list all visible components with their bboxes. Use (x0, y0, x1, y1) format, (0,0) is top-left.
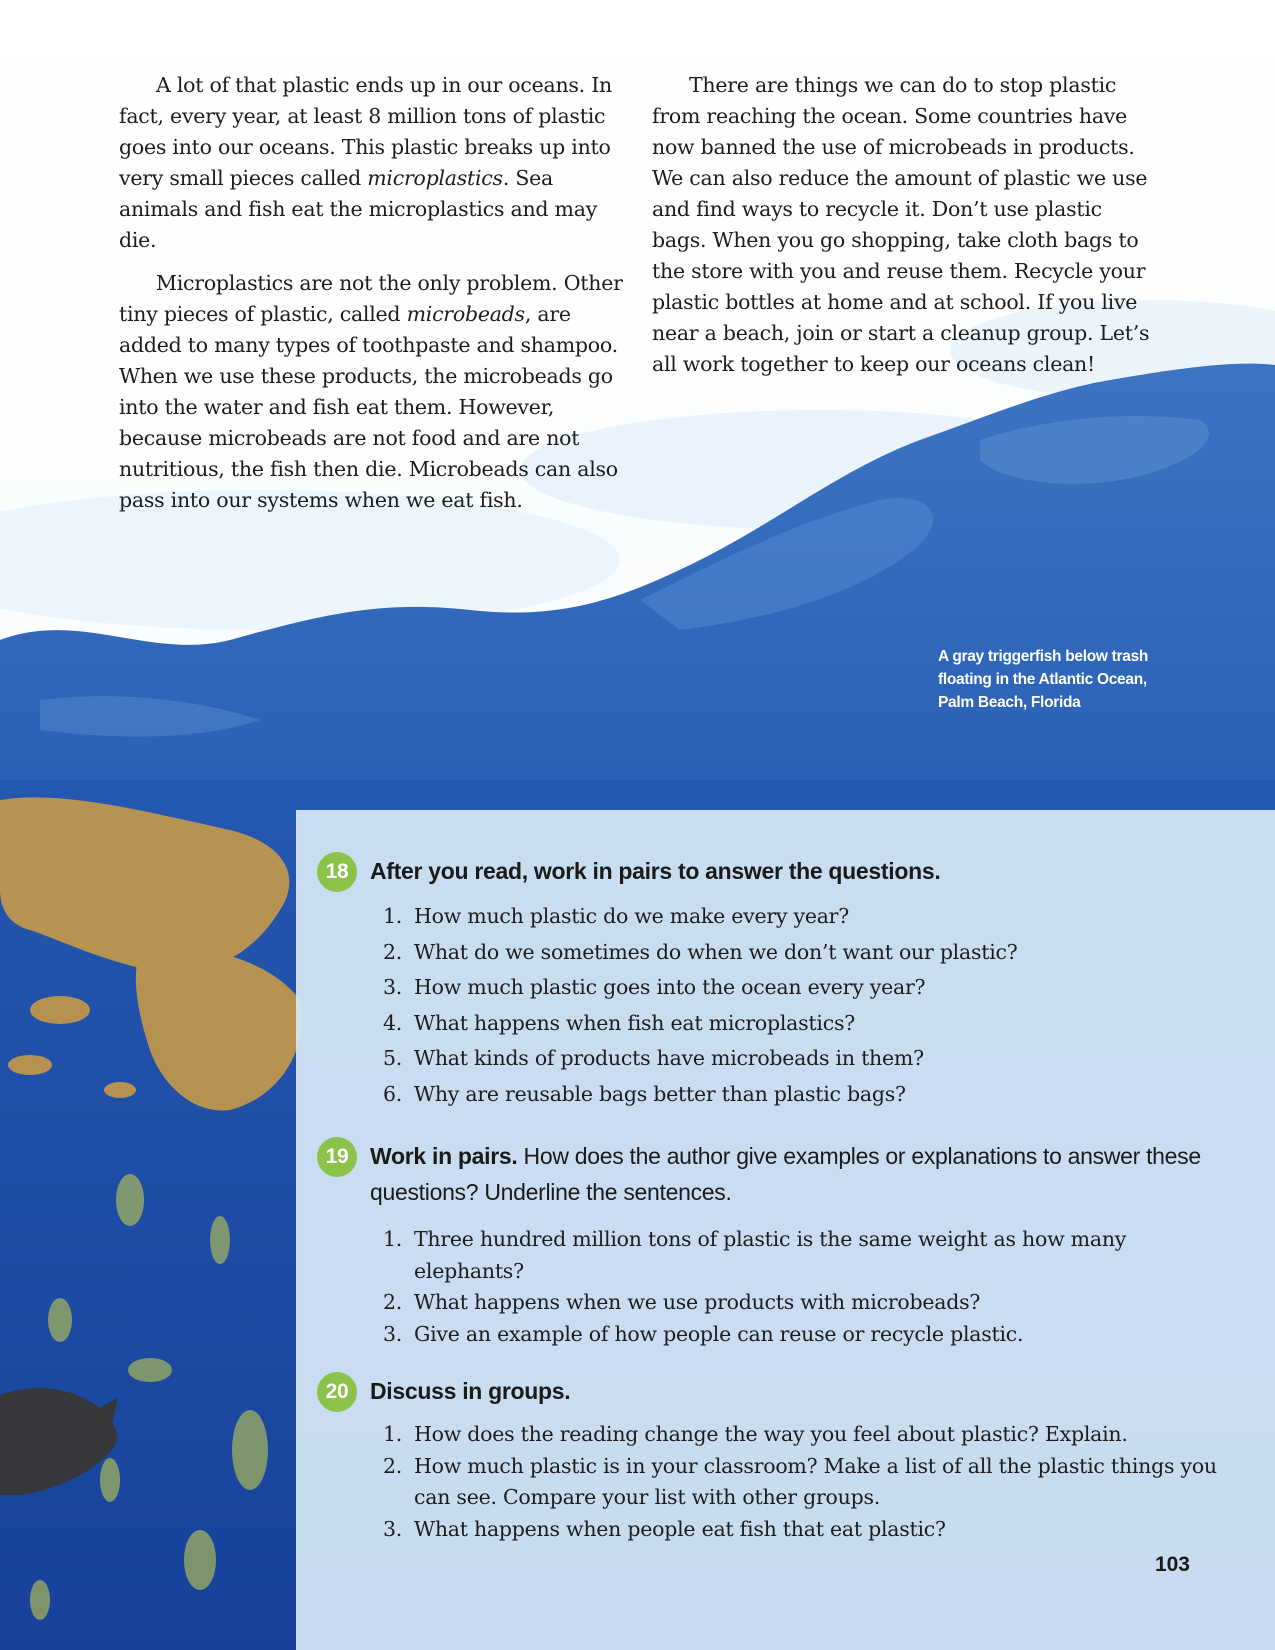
question-number: 4. (383, 1010, 403, 1035)
question-item (383, 1514, 1217, 1546)
activity-heading (317, 853, 1217, 889)
question-number: 1. (383, 904, 403, 928)
question-item (383, 1041, 1217, 1077)
activity-19 (317, 1138, 1217, 1350)
question-list (317, 1224, 1217, 1350)
question-text: Give an example of how people can reuse or recycle plastic. (414, 1321, 1024, 1346)
question-text: How much plastic goes into the ocean every year? (414, 975, 926, 999)
italic-term: microbeads (406, 302, 525, 326)
activity-title-bold: Work in pairs. (370, 1143, 518, 1169)
question-text: What do we sometimes do when we don’t want our plastic? (414, 939, 1018, 964)
question-item (383, 1224, 1217, 1287)
question-number: 3. (383, 1321, 403, 1346)
question-text: Why are reusable bags better than plastic bags? (414, 1081, 906, 1106)
question-item (383, 1451, 1217, 1514)
activity-number-badge: 20 (317, 1372, 357, 1412)
activity-title: After you read, work in pairs to answer the questions. (370, 858, 941, 884)
reading-paragraph (119, 268, 624, 516)
italic-term: microplastics (367, 166, 503, 190)
reading-column-right (652, 70, 1162, 392)
activity-title-rest: How does the author give examples or explanations to answer these questions? Underline the sentences. (370, 1143, 1201, 1205)
activity-title: Discuss in groups. (370, 1378, 571, 1404)
question-list (317, 899, 1217, 1112)
question-number: 1. (383, 1422, 403, 1446)
photo-caption (938, 645, 1178, 714)
question-number: 2. (383, 1453, 403, 1478)
caption-line: A gray triggerfish below trash (938, 648, 1149, 665)
reading-column-left (119, 70, 624, 528)
activity-20 (317, 1373, 1217, 1545)
question-item (383, 935, 1217, 971)
question-text: Three hundred million tons of plastic is the same weight as how many elephants? (414, 1227, 1127, 1283)
question-item (383, 1419, 1217, 1451)
question-number: 3. (383, 1516, 403, 1541)
question-number: 5. (383, 1046, 403, 1070)
question-text: What kinds of products have microbeads in them? (414, 1046, 924, 1070)
paragraph-text: A lot of that plastic ends up in our oceans. In fact, every year, at least 8 million tons of plastic goes into our oceans. This plastic breaks up into very small pieces called (119, 73, 613, 190)
question-number: 6. (383, 1081, 403, 1106)
question-number: 3. (383, 975, 403, 999)
question-text: What happens when we use products with microbeads? (414, 1290, 981, 1314)
page-number: 103 (1154, 1553, 1190, 1576)
question-number: 2. (383, 1290, 403, 1314)
question-number: 1. (383, 1227, 403, 1251)
paragraph-text: There are things we can do to stop plastic from reaching the ocean. Some countries have now banned the use of microbeads in products. We can also reduce the amount of plastic we use and find ways to recycle it. Don’t use plastic bags. When you go shopping, take cloth bags to the store with you and reuse them. Recycle your plastic bottles at home and at school. If you live near a beach, join or start a cleanup group. Let’s all work together to keep our oceans clean! (652, 73, 1150, 376)
reading-paragraph (119, 70, 624, 256)
question-text: How much plastic do we make every year? (414, 904, 849, 928)
reading-paragraph (652, 70, 1162, 380)
activity-18 (317, 853, 1217, 1112)
caption-line: Palm Beach, Florida (938, 694, 1081, 711)
question-item (383, 1006, 1217, 1042)
question-item (383, 970, 1217, 1006)
question-item (383, 899, 1217, 935)
question-number: 2. (383, 939, 403, 964)
question-text: How much plastic is in your classroom? Make a list of all the plastic things you can see. Compare your list with other groups. (414, 1453, 1217, 1509)
question-list (317, 1419, 1217, 1545)
question-text: How does the reading change the way you feel about plastic? Explain. (414, 1422, 1128, 1446)
activity-number-badge: 19 (317, 1137, 357, 1177)
activity-heading (317, 1138, 1217, 1210)
question-item (383, 1287, 1217, 1319)
paragraph-text: . Sea animals and fish eat the microplastics and may die. (119, 166, 598, 252)
question-item (383, 1077, 1217, 1113)
paragraph-text: Microplastics are not the only problem. Other tiny pieces of plastic, called (119, 271, 623, 326)
paragraph-text: , are added to many types of toothpaste and shampoo. When we use these products, the microbeads go into the water and fish eat them. However, because microbeads are not food and are not nutritious, the fish then die. Microbeads can also pass into our systems when we eat fish. (119, 302, 618, 512)
question-text: What happens when fish eat microplastics? (414, 1010, 855, 1035)
caption-line: floating in the Atlantic Ocean, (938, 671, 1147, 688)
question-item (383, 1319, 1217, 1351)
question-text: What happens when people eat fish that eat plastic? (414, 1516, 946, 1541)
activity-number-badge: 18 (317, 852, 357, 892)
activity-heading (317, 1373, 1217, 1409)
